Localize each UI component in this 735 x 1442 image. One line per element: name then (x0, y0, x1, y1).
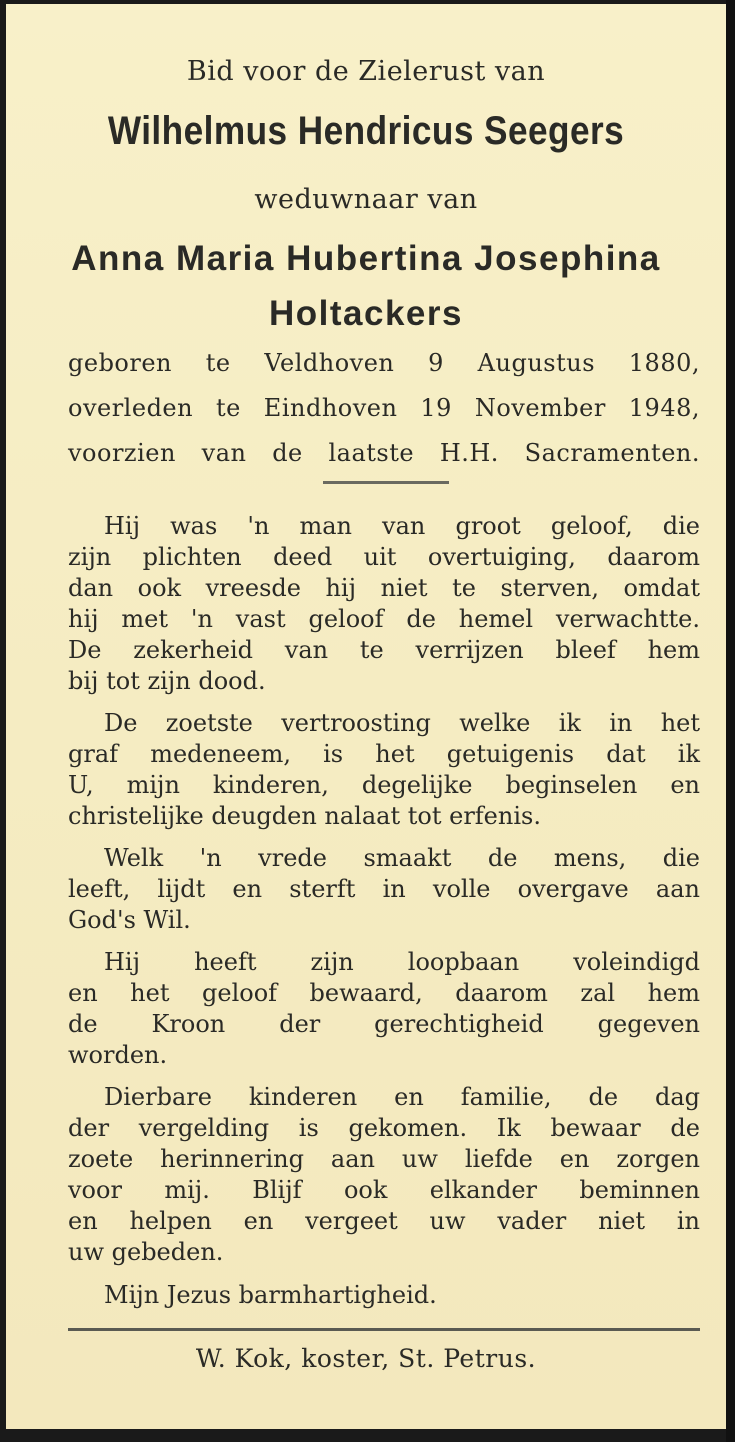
text-line: worden. (68, 1041, 168, 1069)
text-line: de Kroon der gerechtigheid gegeven (68, 1010, 700, 1038)
text-line: dan ook vreesde hij niet te sterven, omdat (68, 574, 700, 602)
text-line: Welk 'n vrede smaakt de mens, die (104, 844, 700, 872)
scan-edge (726, 0, 735, 1442)
closing-prayer: Mijn Jezus barmhartigheid. (104, 1281, 437, 1309)
text-line: zoete herinnering aan uw liefde en zorgen (68, 1145, 700, 1173)
text-line: der vergelding is gekomen. Ik bewaar de (68, 1114, 700, 1142)
prayer-intro: Bid voor de Zielerust van (186, 56, 546, 87)
text-line: bij tot zijn dood. (68, 667, 266, 695)
divider-long (68, 1328, 700, 1331)
text-line: hij met 'n vast geloof de hemel verwachtte. (68, 605, 700, 633)
text-line: leeft, lijdt en sterft in volle overgave aan (68, 875, 700, 903)
text-line: zijn plichten deed uit overtuiging, daarom (68, 543, 700, 571)
deceased-name: Wilhelmus Hendricus Seegers (107, 109, 625, 153)
relation-label: weduwnaar van (254, 184, 478, 215)
text-line: christelijke deugden nalaat tot erfenis. (68, 802, 541, 830)
sacraments-line: voorzien van de laatste H.H. Sacramenten. (68, 439, 700, 467)
text-line: De zekerheid van te verrijzen bleef hem (68, 636, 700, 664)
divider-short (323, 481, 449, 484)
text-line: graf medeneem, is het getuigenis dat ik (68, 740, 700, 768)
text-line: uw gebeden. (68, 1238, 224, 1266)
text-line: Hij heeft zijn loopbaan voleindigd (104, 948, 700, 976)
text-line: De zoetste vertroosting welke ik in het (104, 709, 700, 737)
text-line: en het geloof bewaard, daarom zal hem (68, 979, 700, 1007)
text-line: Hij was 'n man van groot geloof, die (104, 512, 700, 540)
spouse-name-line-1: Anna Maria Hubertina Josephina (71, 239, 661, 278)
text-line: voor mij. Blijf ook elkander beminnen (68, 1176, 700, 1204)
birth-line: geboren te Veldhoven 9 Augustus 1880, (68, 349, 700, 377)
text-line: Dierbare kinderen en familie, de dag (104, 1083, 700, 1111)
text-line: U, mijn kinderen, degelijke beginselen en (68, 771, 700, 799)
memorial-card (6, 4, 726, 1429)
printer-credit: W. Kok, koster, St. Petrus. (195, 1344, 537, 1373)
text-line: God's Wil. (68, 906, 191, 934)
death-line: overleden te Eindhoven 19 November 1948, (68, 394, 700, 422)
spouse-name-line-2: Holtackers (269, 294, 463, 333)
text-line: en helpen en vergeet uw vader niet in (68, 1207, 700, 1235)
